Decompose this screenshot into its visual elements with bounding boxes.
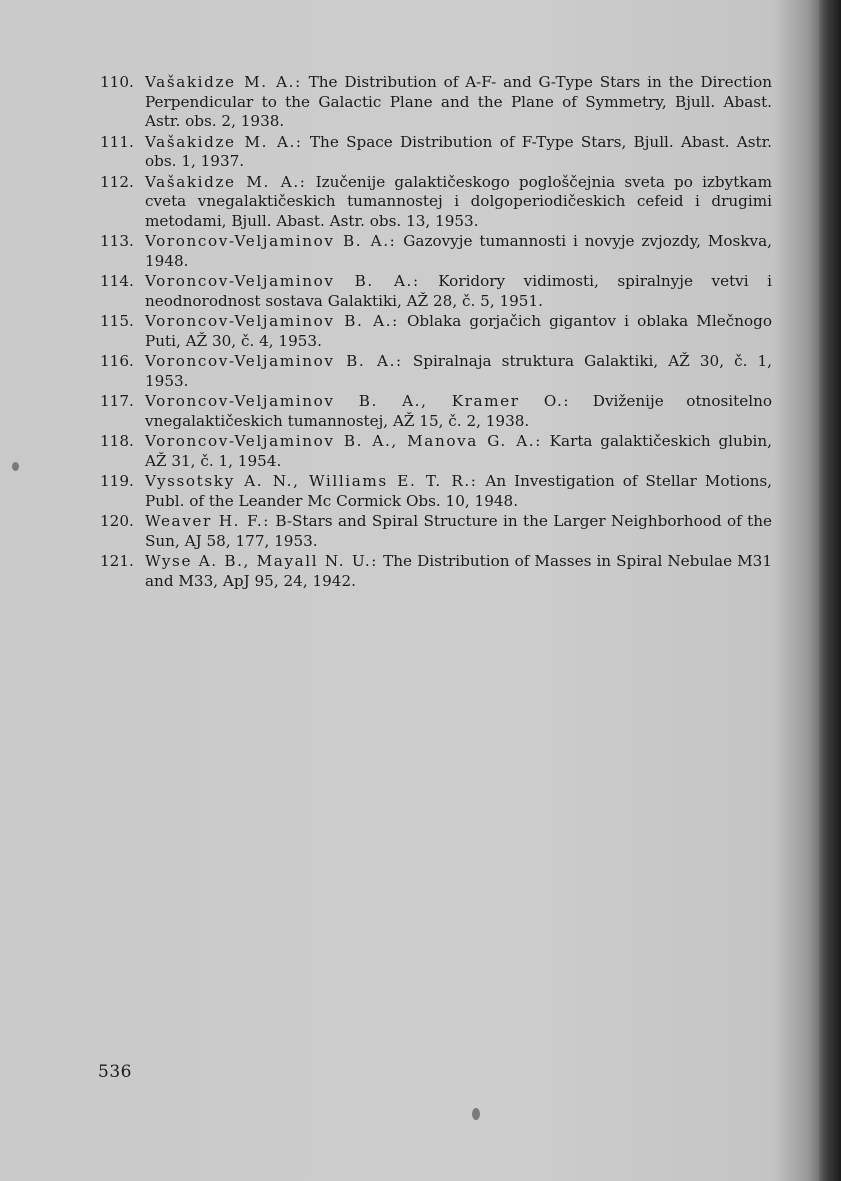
- reference-item: [100, 272, 772, 311]
- reference-citation: Karta galaktičeskich glubin, AŽ 31, č. 1, 1954.: [145, 432, 773, 470]
- reference-body: [145, 272, 772, 311]
- reference-body: [145, 352, 772, 391]
- reference-body: [145, 133, 772, 172]
- reference-body: [145, 173, 772, 232]
- reference-author: Vašakidze M. A.:: [145, 73, 302, 91]
- reference-body: [145, 312, 772, 351]
- reference-citation: Dviženije otnositelno vnegalaktičeskich tumannostej, AŽ 15, č. 2, 1938.: [145, 392, 773, 430]
- reference-number: 114.: [100, 272, 134, 290]
- reference-number: 115.: [100, 312, 134, 330]
- reference-item: [100, 392, 772, 431]
- page-number: 536: [98, 1062, 132, 1082]
- reference-number: 113.: [100, 232, 134, 250]
- reference-list: [100, 73, 772, 592]
- reference-item: [100, 352, 772, 391]
- reference-author: Voroncov-Veljaminov B. A.:: [145, 272, 420, 290]
- reference-body: [145, 512, 772, 551]
- reference-body: [145, 472, 772, 511]
- reference-citation: Koridory vidimosti, spiralnyje vetvi i neodnorodnost sostava Galaktiki, AŽ 28, č. 5, 1951.: [145, 272, 773, 310]
- reference-item: [100, 552, 772, 591]
- reference-citation: Izučenije galaktičeskogo pogloščejnia sveta po izbytkam cveta vnegalaktičeskich tumannostej i dolgoperiodičeskich cefeid i drugimi metodami, Bjull. Abast. Astr. obs. 13, 1953.: [145, 172, 773, 230]
- reference-author: Vyssotsky A. N., Williams E. T. R.:: [145, 472, 478, 490]
- paper-speck: [12, 462, 19, 471]
- reference-body: [145, 232, 772, 271]
- reference-author: Vašakidze M. A.:: [145, 132, 303, 151]
- reference-citation: B-Stars and Spiral Structure in the Larger Neighborhood of the Sun, AJ 58, 177, 1953.: [145, 512, 772, 550]
- reference-citation: Oblaka gorjačich gigantov i oblaka Mlečnogo Puti, AŽ 30, č. 4, 1953.: [145, 312, 772, 350]
- reference-author: Voroncov-Veljaminov B. A.:: [145, 232, 397, 250]
- reference-item: [100, 173, 772, 232]
- reference-body: [145, 73, 772, 132]
- reference-citation: The Distribution of Masses in Spiral Nebulae M31 and M33, ApJ 95, 24, 1942.: [145, 552, 772, 590]
- reference-citation: Gazovyje tumannosti i novyje zvjozdy, Moskva, 1948.: [145, 232, 772, 270]
- reference-author: Voroncov-Veljaminov B. A., Manova G. A.:: [145, 432, 542, 450]
- reference-body: [145, 432, 772, 471]
- reference-item: [100, 472, 772, 511]
- reference-number: 112.: [100, 172, 134, 191]
- reference-author: Vašakidze M. A.:: [145, 172, 307, 191]
- reference-citation: Spiralnaja struktura Galaktiki, AŽ 30, č. 1, 1953.: [145, 352, 772, 390]
- paper-speck: [472, 1108, 480, 1120]
- reference-citation: The Space Distribution of F-Type Stars, Bjull. Abast. Astr. obs. 1, 1937.: [145, 132, 773, 170]
- page-binding-shadow: [819, 0, 841, 1181]
- reference-body: [145, 552, 772, 591]
- reference-number: 116.: [100, 352, 134, 370]
- reference-item: [100, 432, 772, 471]
- reference-author: Voroncov-Veljaminov B. A.:: [145, 352, 403, 370]
- reference-number: 117.: [100, 392, 134, 410]
- reference-item: [100, 232, 772, 271]
- reference-number: 110.: [100, 73, 134, 91]
- reference-body: [145, 392, 772, 431]
- reference-citation: The Distribution of A-F- and G-Type Stars in the Direction Perpendicular to the Galactic Plane and the Plane of Symmetry, Bjull. Abast. Astr. obs. 2, 1938.: [145, 73, 773, 130]
- reference-item: [100, 312, 772, 351]
- reference-author: Voroncov-Veljaminov B. A.:: [145, 312, 399, 330]
- reference-number: 119.: [100, 472, 134, 490]
- reference-item: [100, 133, 772, 172]
- reference-number: 111.: [100, 132, 134, 151]
- reference-item: [100, 73, 772, 132]
- reference-number: 121.: [100, 552, 134, 570]
- reference-author: Wyse A. B., Mayall N. U.:: [145, 552, 379, 570]
- reference-author: Weaver H. F.:: [145, 512, 270, 530]
- reference-number: 118.: [100, 432, 134, 450]
- reference-author: Voroncov-Veljaminov B. A., Kramer O.:: [145, 392, 571, 410]
- reference-number: 120.: [100, 512, 134, 530]
- reference-item: [100, 512, 772, 551]
- reference-citation: An Investigation of Stellar Motions, Publ. of the Leander Mc Cormick Obs. 10, 1948.: [145, 472, 773, 510]
